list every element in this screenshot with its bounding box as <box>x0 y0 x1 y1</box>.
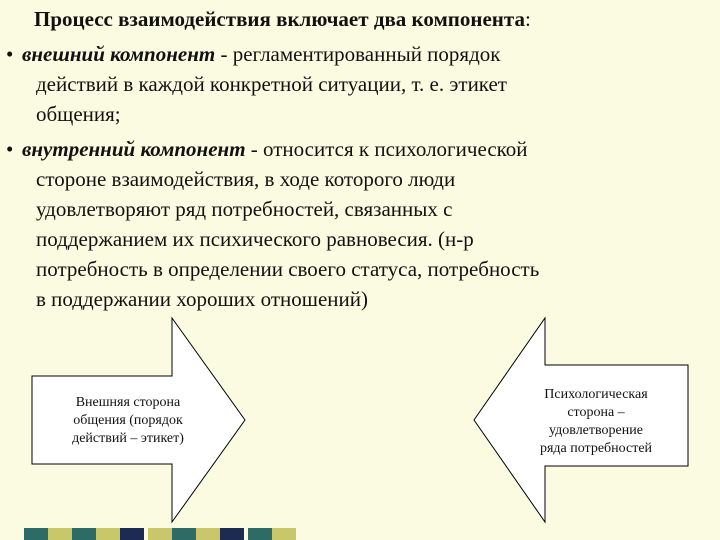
decor-square <box>24 528 48 540</box>
decor-square <box>248 528 272 540</box>
bullet-marker: • <box>6 42 14 66</box>
label-line: действий – этикет) <box>72 431 184 446</box>
decor-square <box>96 528 120 540</box>
decor-square <box>220 528 244 540</box>
decor-square <box>148 528 172 540</box>
label-line: Психологическая <box>544 387 648 402</box>
bullet-line: поддержанием их психического равновесия. (н-р <box>36 227 474 251</box>
bullet-term: внутренний компонент <box>22 137 246 161</box>
decor-square <box>72 528 96 540</box>
decorative-square-strip <box>0 528 720 540</box>
decor-square <box>120 528 144 540</box>
label-line: удовлетворение <box>549 423 643 438</box>
right-arrow-label <box>514 386 678 458</box>
bullet-text: - регламентированный порядок <box>215 42 501 66</box>
bullet-text: - относится к психологической <box>245 137 528 161</box>
bullet-line: удовлетворяют ряд потребностей, связанных с <box>36 197 453 221</box>
title-colon: : <box>524 7 531 31</box>
bullet-line: общения; <box>36 102 121 126</box>
label-line: сторона – <box>567 405 625 420</box>
bullet-line: потребность в определении своего статуса, потребность <box>36 257 540 281</box>
decor-square <box>48 528 72 540</box>
label-line: Внешняя сторона <box>75 395 181 410</box>
decor-square <box>172 528 196 540</box>
title-text: Процесс взаимодействия включает два компонента <box>34 7 525 31</box>
bullet-marker: • <box>6 137 14 161</box>
label-line: общения (порядок <box>73 413 183 428</box>
bullet-line: в поддержании хороших отношений) <box>36 287 368 311</box>
decor-square <box>272 528 296 540</box>
bullet-term: внешний компонент <box>22 42 216 66</box>
label-line: ряда потребностей <box>539 441 653 456</box>
decor-square <box>196 528 220 540</box>
bullet-line: стороне взаимодействия, в ходе которого люди <box>36 167 456 191</box>
left-arrow-label <box>40 394 216 448</box>
bullet-line: действий в каждой конкретной ситуации, т. е. этикет <box>36 72 507 96</box>
